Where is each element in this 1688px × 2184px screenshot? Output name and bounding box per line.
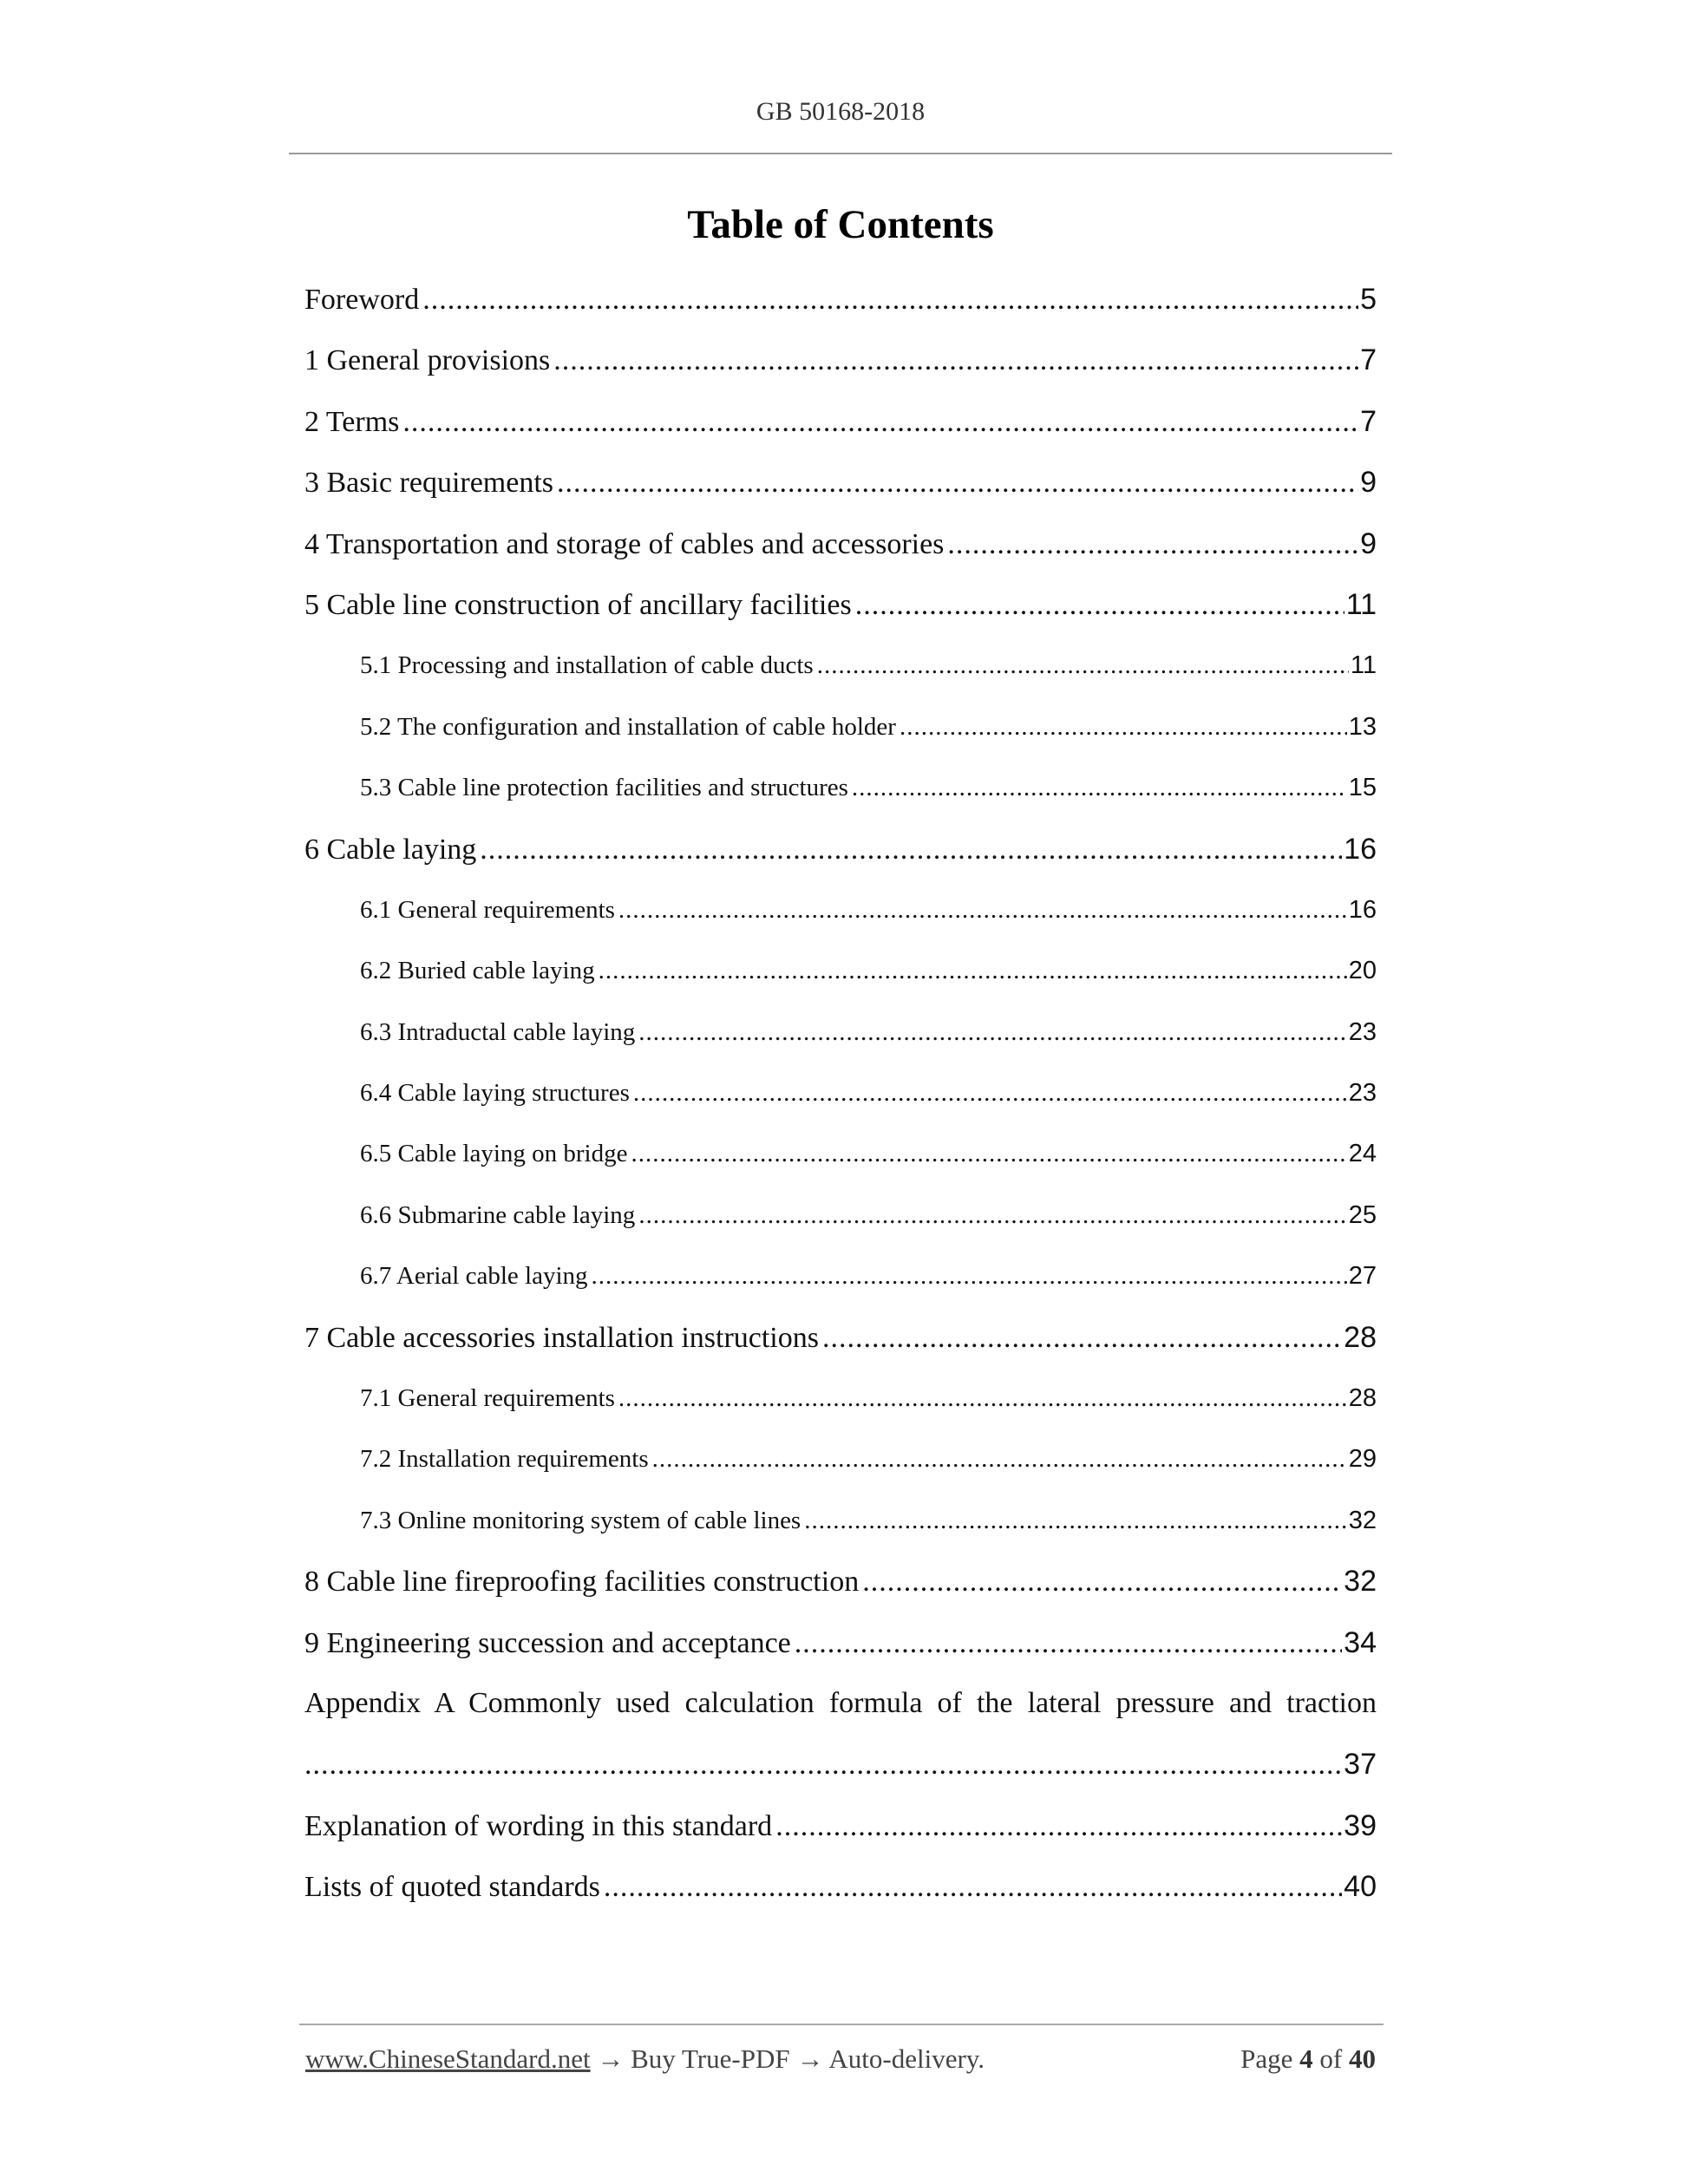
of-word: of (1319, 2043, 1343, 2074)
toc-entry-label: 5.2 The configuration and installation of cable holder (360, 712, 896, 741)
toc-entry-label: 6.6 Submarine cable laying (360, 1200, 636, 1229)
toc-leader-dots (599, 940, 1347, 1001)
toc-leader-dots (618, 879, 1347, 940)
document-code: GB 50168-2018 (756, 97, 926, 126)
toc-entry-label: 9 Engineering succession and acceptance (304, 1626, 791, 1659)
buy-pdf-text: Buy True-PDF (631, 2043, 790, 2074)
toc-entry-appendix-continuation[interactable] (304, 1734, 1377, 1795)
toc-leader-dots (631, 1123, 1346, 1184)
toc-entry-label: 8 Cable line fireproofing facilities construction (304, 1566, 860, 1599)
toc-entry-page: 25 (1348, 1200, 1377, 1229)
website-link[interactable]: www.ChineseStandard.net (305, 2043, 591, 2074)
toc-entry-page: 29 (1348, 1445, 1377, 1474)
toc-leader-dots (557, 453, 1358, 513)
toc-entry[interactable] (304, 452, 1377, 513)
toc-leader-dots (900, 696, 1347, 757)
toc-subentry[interactable] (304, 1429, 1377, 1489)
toc-entry-label: Lists of quoted standards (304, 1871, 600, 1904)
toc-entry-label: Explanation of wording in this standard (304, 1809, 773, 1842)
toc-entry-page: 15 (1348, 774, 1377, 802)
toc-leader-dots (817, 635, 1349, 696)
page-header (289, 97, 1392, 127)
toc-subentry[interactable] (304, 1002, 1377, 1063)
toc-entry-page: 34 (1344, 1625, 1377, 1659)
toc-entry[interactable] (304, 1856, 1377, 1917)
toc-entry-label: Appendix A Commonly used calculation formula of the lateral pressure and traction (304, 1686, 1377, 1719)
toc-entry-label: 5.1 Processing and installation of cable ducts (360, 651, 814, 680)
toc-entry-label: 2 Terms (304, 405, 400, 438)
toc-leader-dots (618, 1368, 1347, 1429)
toc-entry[interactable] (304, 513, 1377, 574)
toc-entry-page: 16 (1344, 832, 1377, 866)
toc-entry-page: 23 (1348, 1017, 1377, 1046)
toc-entry-label: 6 Cable laying (304, 833, 477, 866)
toc-entry[interactable] (304, 1795, 1377, 1856)
page-word: Page (1240, 2043, 1293, 2074)
page-footer (305, 2043, 1376, 2075)
toc-leader-dots (422, 270, 1358, 330)
header-divider (289, 153, 1392, 154)
toc-leader-dots (604, 1857, 1342, 1917)
toc-entry-page: 32 (1344, 1565, 1377, 1599)
toc-entry-page: 9 (1360, 526, 1377, 560)
toc-entry-label: 7.2 Installation requirements (360, 1445, 649, 1474)
footer-divider (299, 2024, 1384, 2025)
toc-entry-label: 6.2 Buried cable laying (360, 957, 595, 985)
toc-entry-page: 39 (1344, 1808, 1377, 1842)
toc-subentry[interactable] (304, 1368, 1377, 1429)
toc-leader-dots (804, 1490, 1347, 1551)
toc-entry-page: 20 (1348, 957, 1377, 985)
toc-entry[interactable] (304, 391, 1377, 452)
toc-subentry[interactable] (304, 1246, 1377, 1306)
page-number (1240, 2043, 1376, 2075)
toc-leader-dots (862, 1552, 1342, 1612)
toc-entry-page: 13 (1348, 712, 1377, 741)
footer-promo (305, 2043, 985, 2075)
arrow-right-icon: → (597, 2043, 625, 2074)
toc-subentry[interactable] (304, 1185, 1377, 1246)
toc-entry-label: 5.3 Cable line protection facilities and structures (360, 774, 848, 802)
toc-entry[interactable] (304, 1551, 1377, 1612)
toc-entry-label: 1 General provisions (304, 344, 551, 377)
page-title: Table of Contents (687, 202, 994, 247)
toc-subentry[interactable] (304, 696, 1377, 757)
toc-entry-page: 16 (1348, 895, 1377, 924)
toc-entry-page: 5 (1360, 283, 1377, 316)
toc-leader-dots (592, 1246, 1347, 1306)
toc-entry-label: 7.3 Online monitoring system of cable lines (360, 1506, 801, 1534)
toc-entry[interactable] (304, 1612, 1377, 1673)
toc-entry-page: 37 (1344, 1748, 1377, 1782)
toc-entry-appendix-line[interactable] (304, 1673, 1377, 1734)
toc-entry[interactable] (304, 330, 1377, 390)
toc-leader-dots (795, 1613, 1342, 1673)
toc-subentry[interactable] (304, 635, 1377, 696)
toc-entry-page: 28 (1348, 1384, 1377, 1413)
toc-entry-page: 23 (1348, 1079, 1377, 1108)
toc-subentry[interactable] (304, 940, 1377, 1001)
toc-entry-label: Foreword (304, 284, 420, 316)
toc-entry-page: 27 (1348, 1262, 1377, 1291)
toc-leader-dots (852, 757, 1347, 818)
toc-leader-dots (633, 1063, 1347, 1123)
toc-leader-dots (947, 514, 1358, 574)
toc-entry-page: 9 (1360, 466, 1377, 500)
toc-entry[interactable] (304, 1307, 1377, 1368)
toc-leader-dots (775, 1796, 1342, 1856)
toc-entry-page: 7 (1360, 343, 1377, 377)
toc-leader-dots (638, 1002, 1346, 1063)
toc-leader-dots (402, 392, 1358, 452)
toc-subentry[interactable] (304, 1123, 1377, 1184)
toc-entry-label: 6.3 Intraductal cable laying (360, 1017, 636, 1046)
toc-entry[interactable] (304, 819, 1377, 879)
toc-subentry[interactable] (304, 879, 1377, 940)
toc-entry-label: 5 Cable line construction of ancillary facilities (304, 588, 852, 621)
toc-entry-label: 7 Cable accessories installation instructions (304, 1321, 819, 1354)
toc-leader-dots (304, 1735, 1342, 1795)
toc-leader-dots (822, 1308, 1342, 1368)
toc-entry-label: 6.4 Cable laying structures (360, 1079, 630, 1108)
toc-entry-page: 11 (1350, 651, 1377, 680)
toc-entry-page: 32 (1348, 1506, 1377, 1534)
arrow-right-icon: → (796, 2043, 824, 2074)
toc-entry-page: 11 (1345, 587, 1377, 621)
auto-delivery-text: Auto-delivery. (828, 2043, 985, 2074)
toc-entry-page: 7 (1360, 404, 1377, 438)
table-of-contents (304, 269, 1377, 1918)
toc-entry-page: 24 (1348, 1140, 1377, 1168)
toc-leader-dots (638, 1185, 1346, 1246)
toc-leader-dots (553, 330, 1358, 390)
toc-entry-label: 4 Transportation and storage of cables and accessories (304, 527, 945, 560)
toc-entry[interactable] (304, 269, 1377, 330)
toc-leader-dots (480, 820, 1342, 879)
toc-subentry[interactable] (304, 1490, 1377, 1551)
toc-entry-label: 6.7 Aerial cable laying (360, 1262, 588, 1291)
toc-entry-label: 7.1 General requirements (360, 1384, 615, 1413)
toc-entry-label: 6.5 Cable laying on bridge (360, 1140, 628, 1168)
toc-leader-dots (855, 575, 1345, 635)
page-current: 4 (1299, 2043, 1313, 2074)
page-total: 40 (1349, 2043, 1376, 2074)
toc-entry-page: 28 (1344, 1320, 1377, 1354)
toc-leader-dots (652, 1429, 1347, 1489)
toc-entry-label: 3 Basic requirements (304, 467, 554, 500)
toc-subentry[interactable] (304, 1063, 1377, 1123)
toc-entry-page: 40 (1344, 1870, 1377, 1904)
toc-entry-label: 6.1 General requirements (360, 895, 615, 924)
toc-entry[interactable] (304, 574, 1377, 635)
toc-subentry[interactable] (304, 757, 1377, 818)
